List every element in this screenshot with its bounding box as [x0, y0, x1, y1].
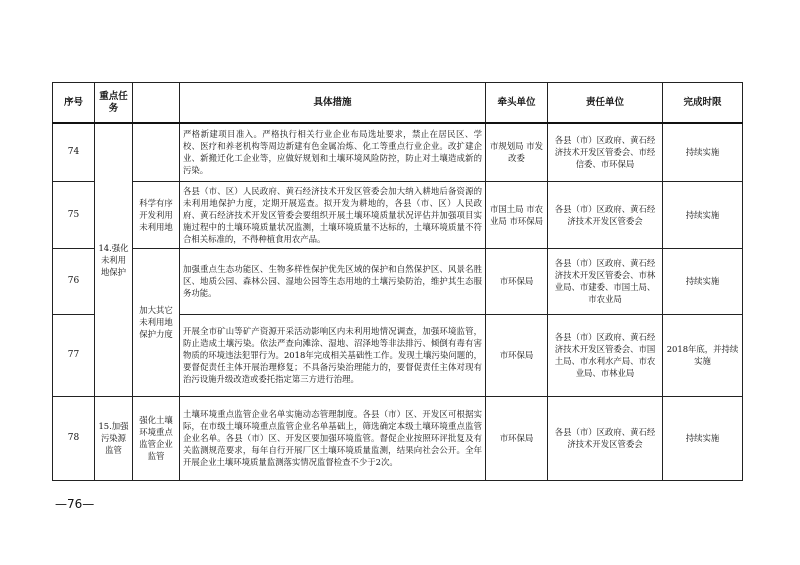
measure-cell: 土壤环境重点监管企业名单实施动态管理制度。各县（市）区、开发区可根据实际，在市级土壤环境重点监管企业名单基础上，筛选确定本级土壤环境重点监管企业名单。各县（市）区、开发区要加强环境监管。督促企业按照环评批复及有关监测规范要求，每年自行开展厂区土壤环境质量监测，结果向社会公开。全年开展企业土壤环境质量监测落实情况监督检查不少于2次。 [180, 396, 486, 480]
lead-cell: 市规划局 市发改委 [486, 123, 548, 181]
deadline-cell: 持续实施 [663, 396, 743, 480]
row-no: 77 [53, 314, 95, 396]
lead-cell: 市环保局 [486, 248, 548, 314]
header-sub [133, 83, 180, 124]
measure-cell: 加强重点生态功能区、生物多样性保护优先区域的保护和自然保护区、风景名胜区、地质公园、森林公园、湿地公园等生态用地的土壤污染防治，维护其生态服务功能。 [180, 248, 486, 314]
deadline-cell: 持续实施 [663, 181, 743, 248]
table-row [53, 248, 743, 314]
row-no: 76 [53, 248, 95, 314]
header-row [53, 83, 743, 124]
resp-cell: 各县（市）区政府、黄石经济技术开发区管委会、市林业局、市建委、市国土局、市农业局 [548, 248, 663, 314]
lead-cell: 市国土局 市农业局 市环保局 [486, 181, 548, 248]
row-no: 74 [53, 123, 95, 181]
task-cell: 15.加强污染源监管 [95, 396, 133, 480]
sub-cell: 加大其它未利用地保护力度 [133, 248, 180, 396]
resp-cell: 各县（市）区政府、黄石经济技术开发区管委会、市经信委、市环保局 [548, 123, 663, 181]
lead-cell: 市环保局 [486, 314, 548, 396]
sub-cell: 强化土壤环境重点监管企业监管 [133, 396, 180, 480]
header-task: 重点任务 [95, 83, 133, 124]
deadline-cell: 2018年底，并持续实施 [663, 314, 743, 396]
sub-cell [133, 123, 180, 181]
resp-cell: 各县（市）区政府、黄石经济技术开发区管委会 [548, 181, 663, 248]
measure-cell: 各县（市、区）人民政府、黄石经济技术开发区管委会加大纳入耕地后备资源的未利用地保护力度，定期开展巡查。拟开发为耕地的，各县（市、区）人民政府、黄石经济技术开发区管委会要组织开展土壤环境质量状况评估并加强项目实施过程中的土壤环境质量状况监测，土壤环境质量不达标的，土壤环境质量不符合相关标准的，不得种植食用农产品。 [180, 181, 486, 248]
resp-cell: 各县（市）区政府、黄石经济技术开发区管委会、市国土局、市水利水产局、市农业局、市林业局 [548, 314, 663, 396]
measure-cell: 严格新建项目准入。严格执行相关行业企业布局选址要求，禁止在居民区、学校、医疗和养老机构等周边新建有色金属冶炼、化工等重点行业企业。改扩建企业、新搬迁化工企业等，应做好规划和土壤环境风险防控，防止对土壤造成新的污染。 [180, 123, 486, 181]
deadline-cell: 持续实施 [663, 123, 743, 181]
table-row [53, 123, 743, 181]
task-cell: 14.强化未利用地保护 [95, 123, 133, 396]
page-number: —76— [55, 497, 95, 511]
row-no: 78 [53, 396, 95, 480]
header-lead: 牵头单位 [486, 83, 548, 124]
lead-cell: 市环保局 [486, 396, 548, 480]
header-resp: 责任单位 [548, 83, 663, 124]
header-no: 序号 [53, 83, 95, 124]
sub-cell: 科学有序开发利用未利用地 [133, 181, 180, 248]
measure-cell: 开展全市矿山等矿产资源开采活动影响区内未利用地情况调查，加强环境监管，防止造成土壤污染。依法严查向滩涂、湿地、沼泽地等非法排污、倾倒有毒有害物质的环境违法犯罪行为。2018年完成相关基础性工作。发现土壤污染问题的，要督促责任主体开展治理修复；不具备污染治理能力的，要督促责任主体对现有治污设施升级改造或委托指定第三方进行治理。 [180, 314, 486, 396]
table-row [53, 181, 743, 248]
measures-table [52, 82, 743, 481]
deadline-cell: 持续实施 [663, 248, 743, 314]
row-no: 75 [53, 181, 95, 248]
header-measure: 具体措施 [180, 83, 486, 124]
header-deadline: 完成时限 [663, 83, 743, 124]
resp-cell: 各县（市）区政府、黄石经济技术开发区管委会 [548, 396, 663, 480]
table-row [53, 396, 743, 480]
